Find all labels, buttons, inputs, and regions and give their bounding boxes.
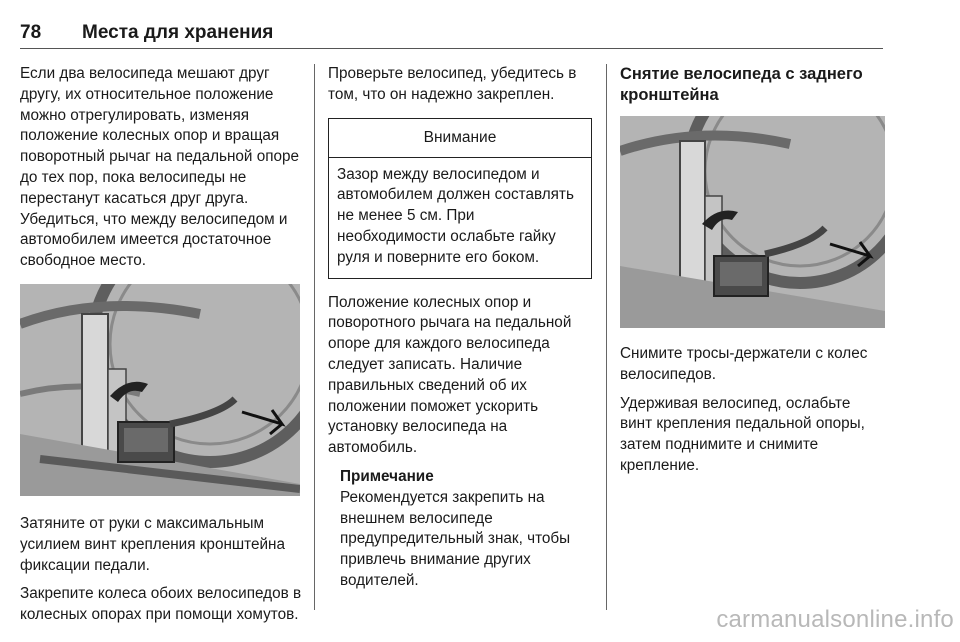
warning-text: Зазор между велосипедом и автомобилем должен составлять не менее 5 см. При необходимости ослабьте гайку руля и поверните его боком. xyxy=(337,165,574,266)
header-rule xyxy=(20,48,883,49)
bike-rack-pedal-illustration xyxy=(20,284,300,496)
column-middle xyxy=(328,64,592,592)
paragraph: Снимите тросы-держатели с колес велосипедов. xyxy=(620,345,868,383)
column-divider xyxy=(314,64,315,610)
watermark: carmanualsonline.info xyxy=(716,606,954,633)
page-number: 78 xyxy=(20,22,42,43)
bike-rack-removal-illustration xyxy=(620,116,885,328)
paragraph: Закрепите колеса обоих велосипедов в колесных опорах при помощи хомутов. xyxy=(20,585,302,624)
column-left xyxy=(20,64,302,626)
page-title: Места для хранения xyxy=(82,22,274,43)
paragraph: Затяните от руки с максимальным усилием винт крепления кронштейна фиксации педали. xyxy=(20,514,286,574)
note-block xyxy=(340,467,592,592)
note-title: Примечание xyxy=(340,467,434,485)
paragraph: Проверьте велосипед, убедитесь в том, что он надежно закреплен. xyxy=(328,65,577,103)
paragraph: Положение колесных опор и поворотного рычага на педальной опоре для каждого велосипеда следует записать. Наличие правильных сведений об их положении поможет ускорить установку велосипеда на автомобиль. xyxy=(328,293,572,457)
warning-box xyxy=(328,118,592,279)
column-right xyxy=(620,64,886,477)
page-header xyxy=(20,22,273,44)
warning-title: Внимание xyxy=(329,119,591,158)
paragraph: Удерживая велосипед, ослабьте винт крепления педальной опоры, затем поднимите и снимите крепление. xyxy=(620,394,865,474)
paragraph: Если два велосипеда мешают друг другу, их относительное положение можно отрегулировать, изменяя положение колесных опор и вращая поворотный рычаг на педальной опоре до тех пор, пока велосипеды не перестанут касаться друг друга. Убедиться, что между велосипедом и автомобилем имеется достаточное свободное место. xyxy=(20,65,300,270)
note-text: Рекомендуется закрепить на внешнем велосипеде предупредительный знак, чтобы привлечь внимание других водителей. xyxy=(340,488,571,589)
column-divider xyxy=(606,64,607,610)
section-heading: Снятие велосипеда с заднего кронштейна xyxy=(620,65,863,104)
